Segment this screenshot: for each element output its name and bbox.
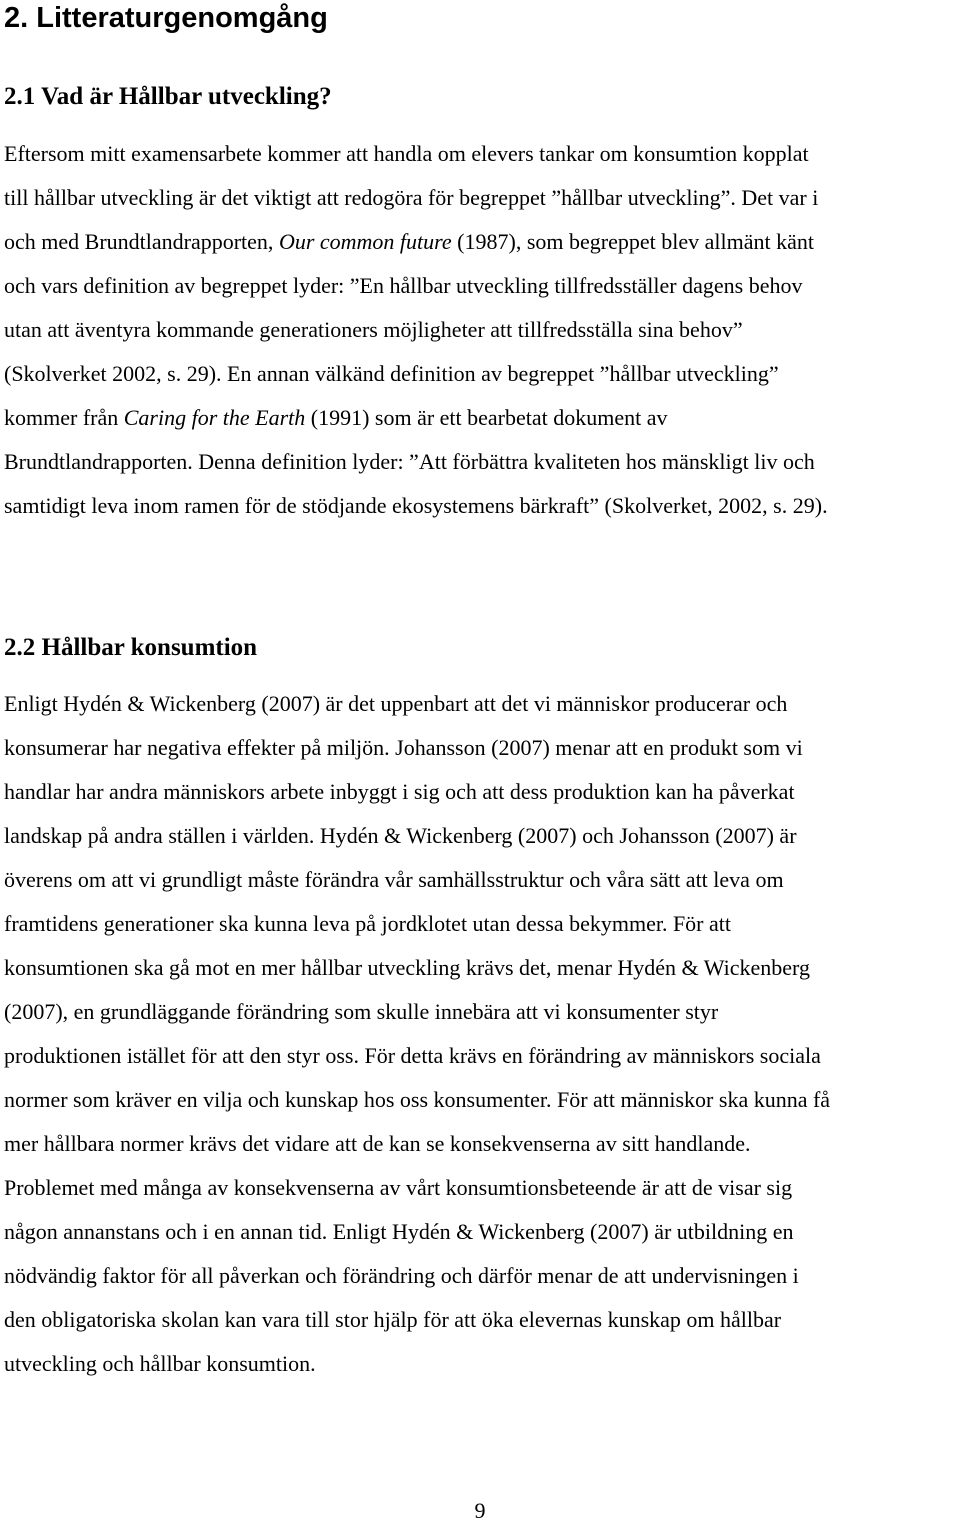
text-line: [4, 440, 960, 484]
text-run: utveckling och hållbar konsumtion.: [4, 1351, 316, 1376]
text-line: [4, 396, 960, 440]
text-line: [4, 990, 960, 1034]
text-line: [4, 176, 960, 220]
text-run: den obligatoriska skolan kan vara till stor hjälp för att öka elevernas kunskap om hållbar: [4, 1307, 782, 1332]
text-line: [4, 946, 960, 990]
text-run: handlar har andra människors arbete inbyggt i sig och att dess produktion kan ha påverkat: [4, 779, 795, 804]
text-line: [4, 220, 960, 264]
text-line: [4, 484, 960, 528]
text-run: någon annanstans och i en annan tid. Enligt Hydén & Wickenberg (2007) är utbildning en: [4, 1219, 794, 1244]
text-run: (1991) som är ett bearbetat dokument av: [305, 405, 668, 430]
text-run: Problemet med många av konsekvenserna av vårt konsumtionsbeteende är att de visar sig: [4, 1175, 793, 1200]
text-line: [4, 814, 960, 858]
text-run: konsumerar har negativa effekter på miljön. Johansson (2007) menar att en produkt som vi: [4, 735, 803, 760]
text-run: (Skolverket 2002, s. 29). En annan välkänd definition av begreppet ”hållbar utveckling”: [4, 361, 779, 386]
chapter-title: 2. Litteraturgenomgång: [4, 2, 328, 34]
text-line: [4, 308, 960, 352]
text-line: [4, 1342, 960, 1386]
text-run: (2007), en grundläggande förändring som skulle innebära att vi konsumenter styr: [4, 999, 719, 1024]
text-line: [4, 770, 960, 814]
text-run: normer som kräver en vilja och kunskap hos oss konsumenter. För att människor ska kunna få: [4, 1087, 831, 1112]
body-paragraph: [4, 132, 960, 528]
text-line: [4, 682, 960, 726]
text-line: [4, 352, 960, 396]
text-line: [4, 858, 960, 902]
text-line: [4, 1078, 960, 1122]
italic-title: Our common future: [278, 229, 452, 254]
page-number: 9: [474, 1498, 486, 1523]
text-run: överens om att vi grundligt måste förändra vår samhällsstruktur och våra sätt att leva om: [4, 867, 784, 892]
text-run: (1987), som begreppet blev allmänt känt: [451, 229, 814, 254]
text-run: Enligt Hydén & Wickenberg (2007) är det uppenbart att det vi människor producerar och: [4, 691, 788, 716]
text-run: kommer från: [4, 405, 124, 430]
text-run: till hållbar utveckling är det viktigt att redogöra för begreppet ”hållbar utveckling”. Det var i: [4, 185, 819, 210]
text-run: utan att äventyra kommande generationers möjligheter att tillfredsställa sina behov”: [4, 317, 743, 342]
text-run: landskap på andra ställen i världen. Hydén & Wickenberg (2007) och Johansson (2007) är: [4, 823, 797, 848]
text-line: [4, 1298, 960, 1342]
text-run: produktionen istället för att den styr oss. För detta krävs en förändring av människors sociala: [4, 1043, 821, 1068]
text-line: [4, 902, 960, 946]
text-run: nödvändig faktor för all påverkan och förändring och därför menar de att undervisningen i: [4, 1263, 799, 1288]
text-run: konsumtionen ska gå mot en mer hållbar utveckling krävs det, menar Hydén & Wickenberg: [4, 955, 810, 980]
text-line: [4, 132, 960, 176]
text-run: framtidens generationer ska kunna leva på jordklotet utan dessa bekymmer. För att: [4, 911, 731, 936]
text-line: [4, 1166, 960, 1210]
section-heading: 2.1 Vad är Hållbar utveckling?: [4, 83, 332, 110]
section-heading: 2.2 Hållbar konsumtion: [4, 634, 258, 661]
text-line: [4, 726, 960, 770]
body-paragraph: [4, 682, 960, 1386]
text-line: [4, 264, 960, 308]
italic-title: Caring for the Earth: [123, 405, 306, 430]
text-line: [4, 1122, 960, 1166]
text-run: samtidigt leva inom ramen för de stödjande ekosystemens bärkraft” (Skolverket, 2002, s. 29).: [4, 493, 828, 518]
text-line: [4, 1034, 960, 1078]
text-run: Eftersom mitt examensarbete kommer att handla om elevers tankar om konsumtion kopplat: [4, 141, 809, 166]
text-run: mer hållbara normer krävs det vidare att de kan se konsekvenserna av sitt handlande.: [4, 1131, 751, 1156]
text-line: [4, 1210, 960, 1254]
text-line: [4, 1254, 960, 1298]
text-run: och med Brundtlandrapporten,: [4, 229, 279, 254]
text-run: Brundtlandrapporten. Denna definition lyder: ”Att förbättra kvaliteten hos mänskligt liv och: [4, 449, 815, 474]
text-run: och vars definition av begreppet lyder: ”En hållbar utveckling tillfredsställer dagens behov: [4, 273, 803, 298]
